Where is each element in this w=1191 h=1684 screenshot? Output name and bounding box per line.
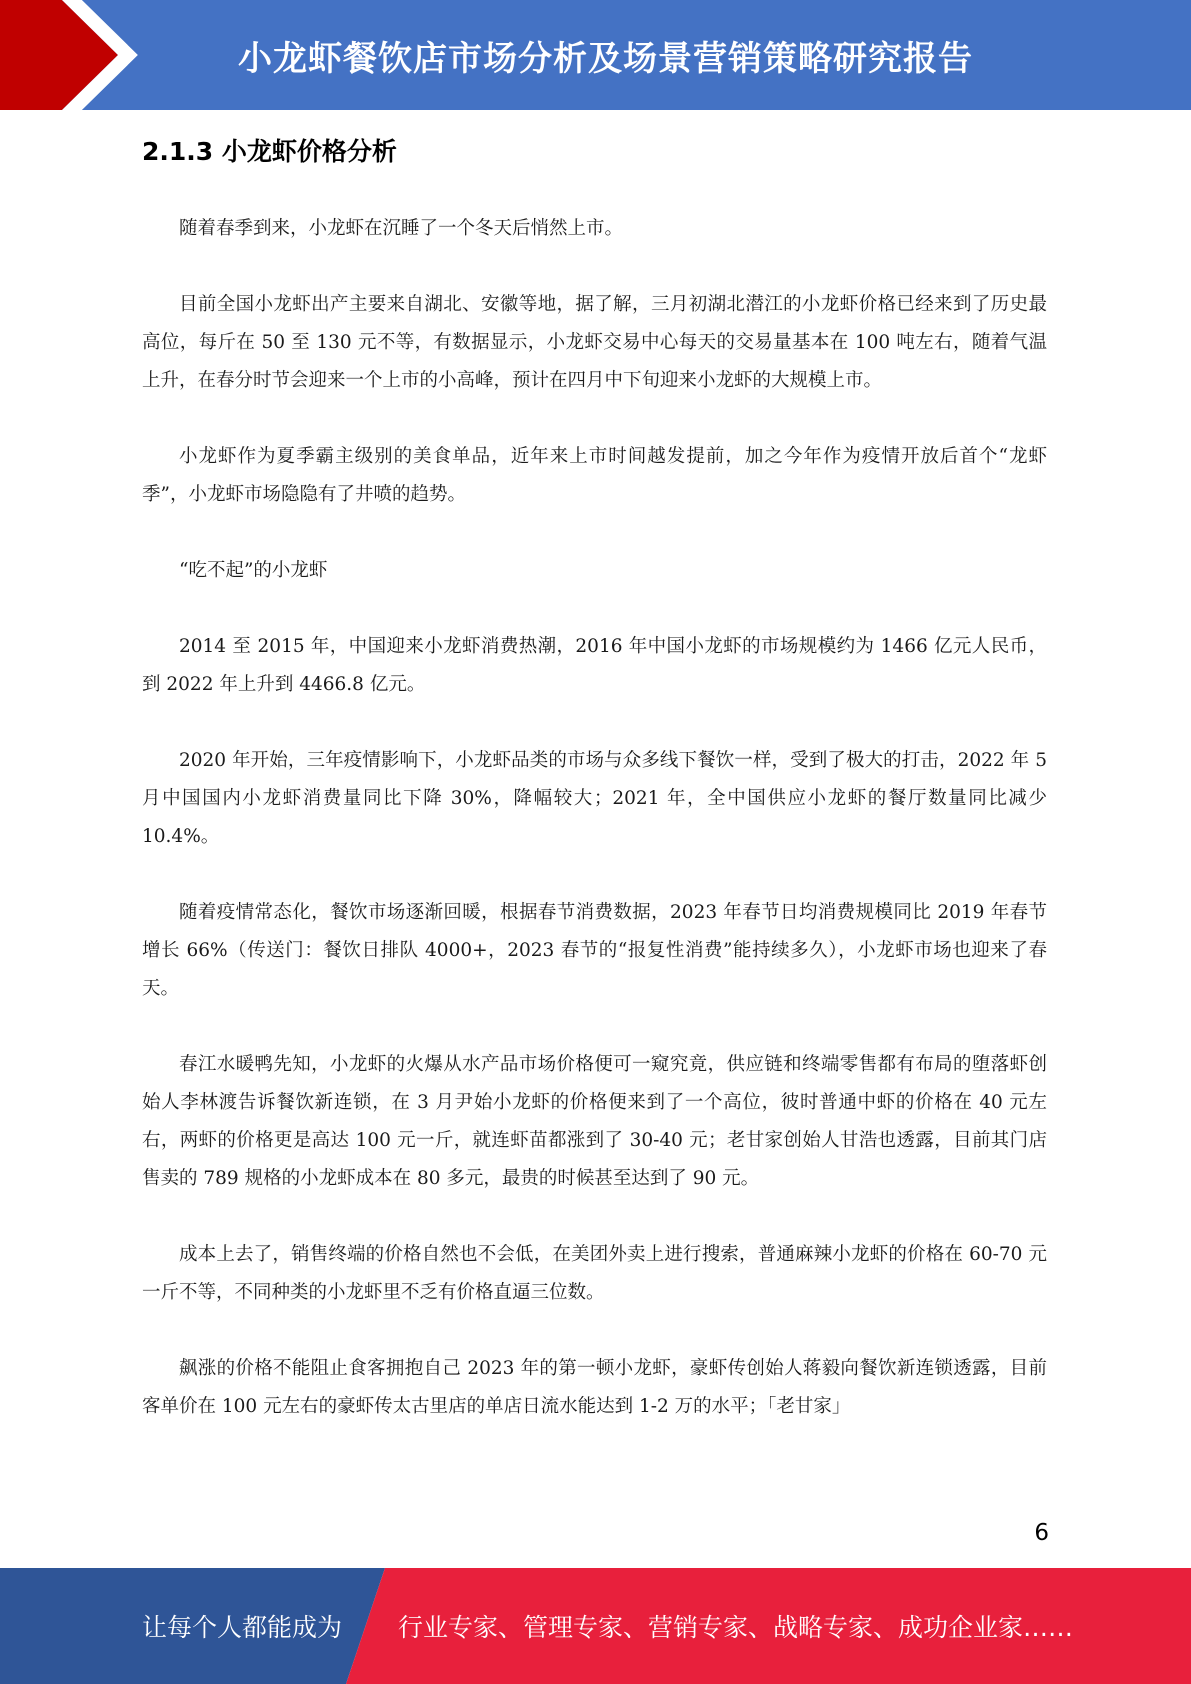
paragraph: 成本上去了，销售终端的价格自然也不会低，在美团外卖上进行搜索，普通麻辣小龙虾的价格在 60-70 元一斤不等，不同种类的小龙虾里不乏有价格直逼三位数。 xyxy=(142,1244,1047,1303)
subheading-paragraph: “吃不起”的小龙虾 xyxy=(179,560,328,581)
paragraph: 小龙虾作为夏季霸主级别的美食单品，近年来上市时间越发提前，加之今年作为疫情开放后首个“龙虾季”，小龙虾市场隐隐有了井喷的趋势。 xyxy=(142,446,1047,505)
page-number: 6 xyxy=(1034,1520,1049,1546)
report-title: 小龙虾餐饮店市场分析及场景营销策略研究报告 xyxy=(238,38,973,79)
paragraph: 随着春季到来，小龙虾在沉睡了一个冬天后悄然上市。 xyxy=(179,218,624,239)
paragraph: 2014 至 2015 年，中国迎来小龙虾消费热潮，2016 年中国小龙虾的市场规模约为 1466 亿元人民币，到 2022 年上升到 4466.8 亿元。 xyxy=(142,636,1047,695)
paragraph: 飙涨的价格不能阻止食客拥抱自己 2023 年的第一顿小龙虾，豪虾传创始人蒋毅向餐饮新连锁透露，目前客单价在 100 元左右的豪虾传太古里店的单店日流水能达到 1-2 万的水平；「老甘家」 xyxy=(142,1358,1047,1417)
paragraph: 随着疫情常态化，餐饮市场逐渐回暖，根据春节消费数据，2023 年春节日均消费规模同比 2019 年春节增长 66%（传送门：餐饮日排队 4000+，2023 春节的“报复性消费”能持续多久），小龙虾市场也迎来了春天。 xyxy=(142,902,1047,999)
footer-slogan-right: 行业专家、管理专家、营销专家、战略专家、成功企业家…… xyxy=(398,1613,1074,1642)
footer-slogan-left: 让每个人都能成为 xyxy=(142,1613,343,1642)
report-header xyxy=(0,0,1191,110)
paragraph: 春江水暖鸭先知，小龙虾的火爆从水产品市场价格便可一窥究竟，供应链和终端零售都有布局的堕落虾创始人李林渡告诉餐饮新连锁，在 3 月尹始小龙虾的价格便来到了一个高位，彼时普通中虾的价格在 40 元左右，两虾的价格更是高达 100 元一斤，就连虾苗都涨到了 30-40 元；老甘家创始人甘浩也透露，目前其门店售卖的 789 规格的小龙虾成本在 80 多元，最贵的时候甚至达到了 90 元。 xyxy=(142,1054,1047,1189)
body-text xyxy=(142,210,1047,1464)
paragraph: 目前全国小龙虾出产主要来自湖北、安徽等地，据了解，三月初湖北潜江的小龙虾价格已经来到了历史最高位，每斤在 50 至 130 元不等，有数据显示，小龙虾交易中心每天的交易量基本在 100 吨左右，随着气温上升，在春分时节会迎来一个上市的小高峰，预计在四月中下旬迎来小龙虾的大规模上市。 xyxy=(142,294,1047,391)
report-footer xyxy=(0,1568,1191,1684)
section-heading: 2.1.3 小龙虾价格分析 xyxy=(142,137,397,166)
paragraph: 2020 年开始，三年疫情影响下，小龙虾品类的市场与众多线下餐饮一样，受到了极大的打击，2022 年 5 月中国国内小龙虾消费量同比下降 30%，降幅较大；2021 年，全中国供应小龙虾的餐厅数量同比减少 10.4%。 xyxy=(142,750,1047,847)
